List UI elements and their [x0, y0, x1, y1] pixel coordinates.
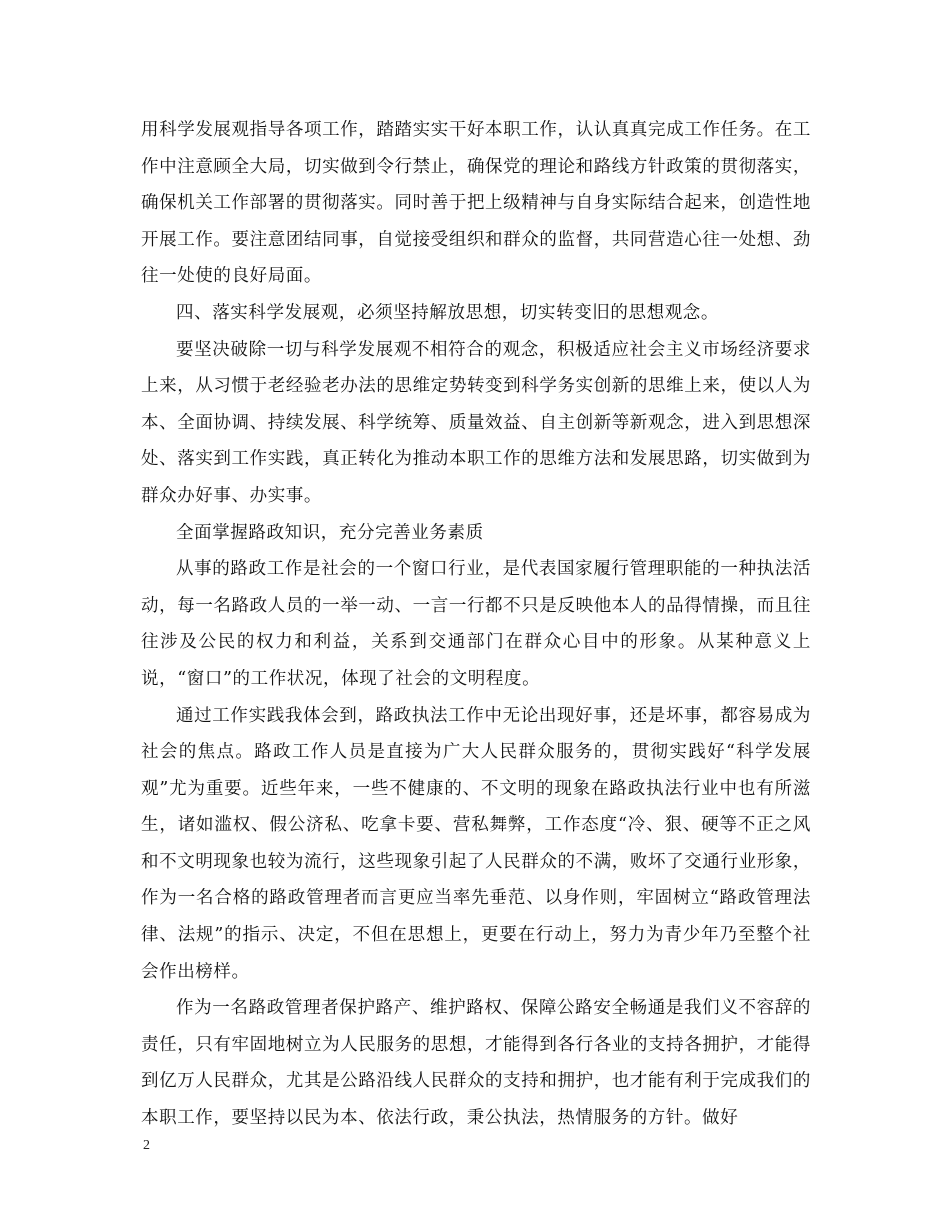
page-number: 2 — [143, 1138, 150, 1153]
section-heading: 全面掌握路政知识，充分完善业务素质 — [176, 522, 484, 543]
paragraph: 作为一名路政管理者保护路产、维护路权、保障公路安全畅通是我们义不容辞的责任，只有牢固地树立为人民服务的思想，才能得到各行各业的支持各拥护，才能得到亿万人民群众，尤其是公路沿线人民群众的支持和拥护，也才能有利于完成我们的本职工作，要坚持以民为本、依法行政，秉公执法，热情服务的方针。做好 — [141, 998, 811, 1129]
paragraph: 从事的路政工作是社会的一个窗口行业，是代表国家履行管理职能的一种执法活动，每一名路政人员的一举一动、一言一行都不只是反映他本人的品得情操，而且往往涉及公民的权力和利益，关系到交通部门在群众心目中的形象。从某种意义上说，“窗口”的工作状况，体现了社会的文明程度。 — [141, 559, 811, 689]
section-heading-four: 四、落实科学发展观，必须坚持解放思想，切实转变旧的思想观念。 — [176, 302, 719, 323]
paragraph: 通过工作实践我体会到，路政执法工作中无论出现好事，还是坏事，都容易成为社会的焦点。路政工作人员是直接为广大人民群众服务的，贯彻实践好“科学发展观”尤为重要。近些年来，一些不健康的、不文明的现象在路政执法行业中也有所滋生，诸如滥权、假公济私、吃拿卡要、营私舞弊，工作态度“冷、狠、硬等不正之风和不文明现象也较为流行，这些现象引起了人民群众的不满，败坏了交通行业形象，作为一名合格的路政管理者而言更应当率先垂范、以身作则，牢固树立“路政管理法律、法规”的指示、决定，不但在思想上，更要在行动上，努力为青少年乃至整个社会作出榜样。 — [141, 705, 811, 982]
paragraph-continuation: 用科学发展观指导各项工作，踏踏实实干好本职工作，认认真真完成工作任务。在工作中注意顾全大局，切实做到令行禁止，确保党的理论和路线方针政策的贯彻落实，确保机关工作部署的贯彻落实。同时善于把上级精神与自身实际结合起来，创造性地开展工作。要注意团结同事，自觉接受组织和群众的监督，共同营造心往一处想、劲往一处使的良好局面。 — [141, 120, 811, 287]
document-body — [141, 112, 811, 1137]
paragraph: 要坚决破除一切与科学发展观不相符合的观念，积极适应社会主义市场经济要求上来，从习惯于老经验老办法的思维定势转变到科学务实创新的思维上来，使以人为本、全面协调、持续发展、科学统筹、质量效益、自主创新等新观念，进入到思想深处、落实到工作实践，真正转化为推动本职工作的思维方法和发展思路，切实做到为群众办好事、办实事。 — [141, 339, 811, 506]
